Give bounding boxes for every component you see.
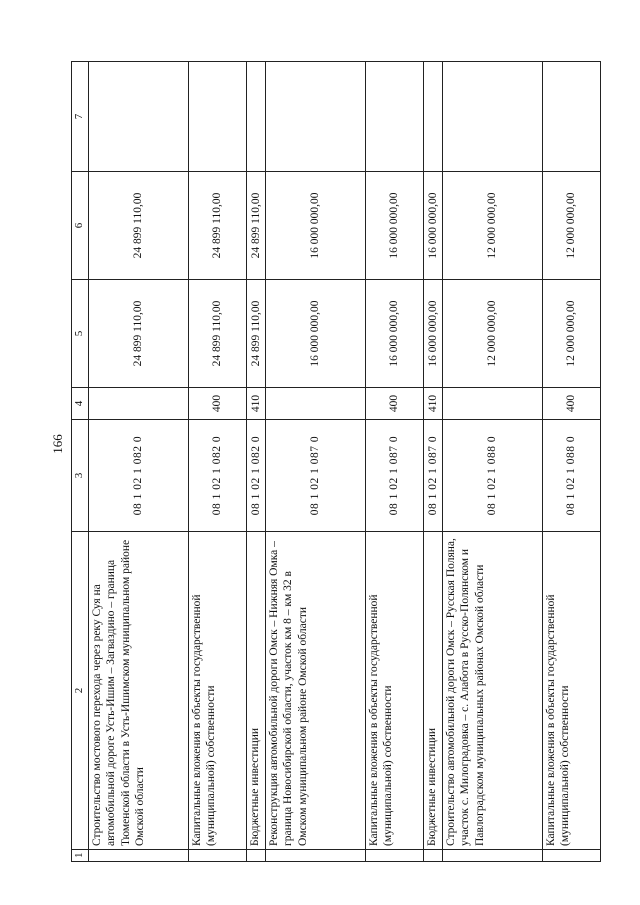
table-row <box>423 62 442 862</box>
table-row <box>365 62 423 862</box>
item-code: 08 1 02 1 088 0 <box>442 420 542 532</box>
item-code: 08 1 02 1 087 0 <box>265 420 365 532</box>
item-amount-5: 16 000 000,00 <box>423 280 442 388</box>
item-amount-5: 24 899 110,00 <box>188 280 246 388</box>
row-number-cell <box>365 850 423 862</box>
budget-table <box>71 61 601 862</box>
item-amount-6: 24 899 110,00 <box>246 172 265 280</box>
item-name: Бюджетные инвестиции <box>246 532 265 850</box>
item-col-7 <box>188 62 246 172</box>
item-expense-type <box>88 388 188 420</box>
item-col-7 <box>442 62 542 172</box>
header-col-4: 4 <box>72 388 89 420</box>
item-col-7 <box>265 62 365 172</box>
row-number-cell <box>88 850 188 862</box>
item-amount-6: 24 899 110,00 <box>88 172 188 280</box>
header-col-7: 7 <box>72 62 89 172</box>
item-amount-6: 12 000 000,00 <box>442 172 542 280</box>
item-expense-type: 400 <box>365 388 423 420</box>
item-expense-type: 410 <box>246 388 265 420</box>
item-code: 08 1 02 1 082 0 <box>246 420 265 532</box>
item-expense-type: 400 <box>188 388 246 420</box>
item-col-7 <box>88 62 188 172</box>
item-amount-6: 16 000 000,00 <box>365 172 423 280</box>
row-number-cell <box>188 850 246 862</box>
header-col-6: 6 <box>72 172 89 280</box>
item-name: Строительство мостового перехода через реку Суя на автомобильной дороге Усть-Ишим – Загваздино – граница Тюменской области в Усть-Ишимском муниципальном районе Омской области <box>88 532 188 850</box>
row-number-cell <box>442 850 542 862</box>
row-number-cell <box>423 850 442 862</box>
item-amount-5: 16 000 000,00 <box>265 280 365 388</box>
item-expense-type <box>265 388 365 420</box>
item-amount-6: 12 000 000,00 <box>543 172 601 280</box>
header-col-3: 3 <box>72 420 89 532</box>
item-expense-type: 400 <box>543 388 601 420</box>
item-amount-6: 24 899 110,00 <box>188 172 246 280</box>
header-col-5: 5 <box>72 280 89 388</box>
table-row <box>265 62 365 862</box>
item-col-7 <box>246 62 265 172</box>
item-amount-5: 16 000 000,00 <box>365 280 423 388</box>
header-col-1: 1 <box>72 850 89 862</box>
item-amount-5: 24 899 110,00 <box>246 280 265 388</box>
item-name: Капитальные вложения в объекты государственной (муниципальной) собственности <box>365 532 423 850</box>
item-expense-type <box>442 388 542 420</box>
item-col-7 <box>365 62 423 172</box>
table-row <box>188 62 246 862</box>
page-number: 166 <box>49 434 65 454</box>
item-amount-6: 16 000 000,00 <box>423 172 442 280</box>
item-name: Реконструкция автомобильной дороги Омск – Нижняя Омка – граница Новосибирской области, участок км 8 – км 32 в Омском муниципальном районе Омской области <box>265 532 365 850</box>
item-col-7 <box>423 62 442 172</box>
table-row <box>442 62 542 862</box>
item-name: Строительство автомобильной дороги Омск – Русская Поляна, участок с. Милоградовка – с. Алабота в Русско-Полянском и Павлоградском муниципальных районах Омской области <box>442 532 542 850</box>
item-code: 08 1 02 1 088 0 <box>543 420 601 532</box>
item-col-7 <box>543 62 601 172</box>
item-code: 08 1 02 1 082 0 <box>188 420 246 532</box>
item-code: 08 1 02 1 087 0 <box>365 420 423 532</box>
item-name: Капитальные вложения в объекты государственной (муниципальной) собственности <box>188 532 246 850</box>
item-expense-type: 410 <box>423 388 442 420</box>
item-amount-5: 12 000 000,00 <box>543 280 601 388</box>
item-amount-5: 24 899 110,00 <box>88 280 188 388</box>
row-number-cell <box>265 850 365 862</box>
row-number-cell <box>246 850 265 862</box>
item-amount-5: 12 000 000,00 <box>442 280 542 388</box>
item-name: Капитальные вложения в объекты государственной (муниципальной) собственности <box>543 532 601 850</box>
row-number-cell <box>543 850 601 862</box>
item-name: Бюджетные инвестиции <box>423 532 442 850</box>
header-col-2: 2 <box>72 532 89 850</box>
item-code: 08 1 02 1 087 0 <box>423 420 442 532</box>
budget-table-container <box>71 62 601 862</box>
item-code: 08 1 02 1 082 0 <box>88 420 188 532</box>
table-row <box>246 62 265 862</box>
header-row <box>72 62 89 862</box>
item-amount-6: 16 000 000,00 <box>265 172 365 280</box>
table-row <box>543 62 601 862</box>
table-row <box>88 62 188 862</box>
